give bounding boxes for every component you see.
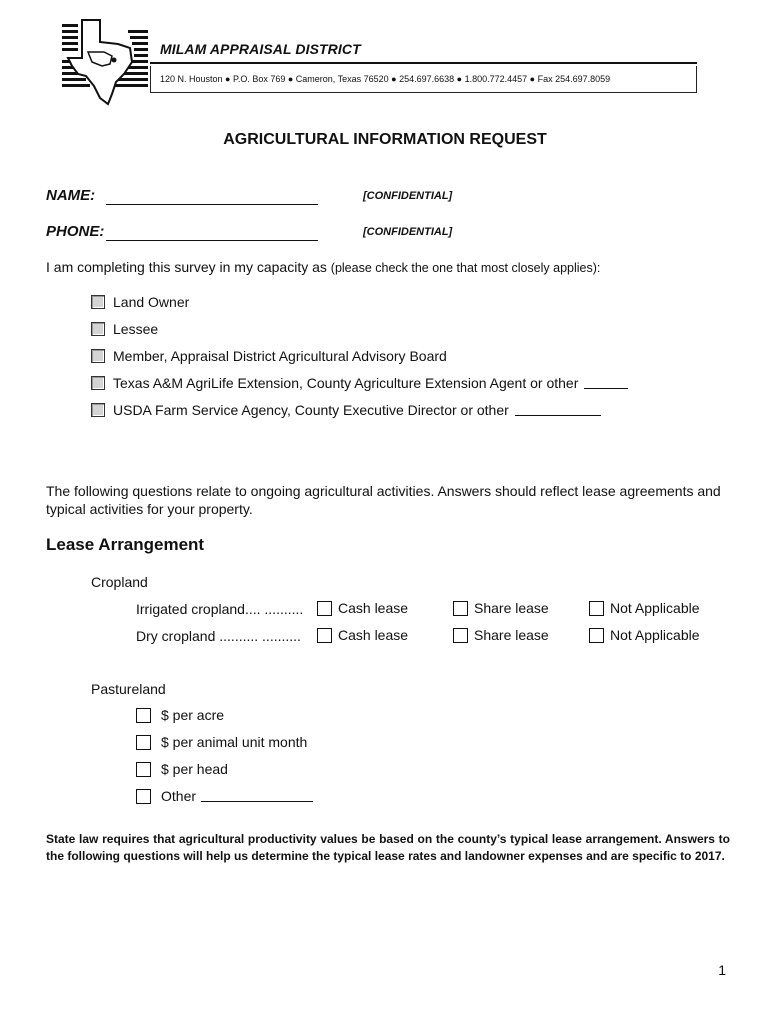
pasture-other-field[interactable]: [201, 790, 313, 802]
dry-cropland-label: Dry cropland .......... ..........: [136, 628, 301, 644]
capacity-option-agrilife[interactable]: [91, 374, 628, 392]
state-law-note: State law requires that agricultural productivity values be based on the county’s typical lease arrangement. Answers to the following questions will help us determine the typical lease rates and landowner expenses and are specific to 2017.: [46, 832, 730, 863]
capacity-option-label: Lessee: [113, 321, 159, 337]
address-line: 120 N. Houston ● P.O. Box 769 ● Cameron, Texas 76520 ● 254.697.6638 ● 1.800.772.4457 ● Fax 254.697.8059: [150, 66, 697, 93]
option-label: $ per animal unit month: [161, 734, 308, 750]
capacity-option-label: Member, Appraisal District Agricultural Advisory Board: [113, 348, 447, 364]
header-rule: [150, 62, 697, 64]
irrigated-share-lease-option[interactable]: [453, 600, 549, 616]
phone-field[interactable]: [106, 240, 318, 241]
pasture-per-head-option[interactable]: [136, 761, 228, 777]
option-label: Share lease: [474, 627, 549, 643]
pasture-per-aum-option[interactable]: [136, 734, 307, 750]
capacity-option-label: Texas A&M AgriLife Extension, County Agriculture Extension Agent or other: [113, 375, 579, 391]
pasture-other-option[interactable]: [136, 788, 313, 804]
district-name: MILAM APPRAISAL DISTRICT: [160, 41, 361, 57]
page-number: 1: [718, 962, 726, 978]
checkbox[interactable]: [453, 628, 468, 643]
pastureland-label: Pastureland: [91, 681, 166, 697]
phone-confidential-note: [CONFIDENTIAL]: [363, 226, 453, 238]
option-label: Not Applicable: [610, 627, 700, 643]
option-label: $ per acre: [161, 707, 225, 723]
pasture-per-acre-option[interactable]: [136, 707, 224, 723]
dry-not-applicable-option[interactable]: [589, 627, 700, 643]
capacity-option-label: USDA Farm Service Agency, County Executive Director or other: [113, 402, 509, 418]
option-label: Other: [161, 788, 197, 804]
option-label: $ per head: [161, 761, 228, 777]
checkbox[interactable]: [91, 295, 105, 309]
checkbox[interactable]: [91, 403, 105, 417]
capacity-option-usda[interactable]: [91, 401, 601, 419]
checkbox[interactable]: [91, 349, 105, 363]
irrigated-cropland-label: Irrigated cropland.... ..........: [136, 601, 304, 617]
dry-cash-lease-option[interactable]: [317, 627, 408, 643]
checkbox[interactable]: [136, 708, 151, 723]
agrilife-other-field[interactable]: [584, 377, 628, 389]
usda-other-field[interactable]: [515, 404, 601, 416]
capacity-option-advisory-board[interactable]: [91, 347, 447, 365]
checkbox[interactable]: [317, 628, 332, 643]
option-label: Cash lease: [338, 627, 409, 643]
capacity-option-lessee[interactable]: [91, 320, 158, 338]
capacity-option-label: Land Owner: [113, 294, 190, 310]
name-field[interactable]: [106, 204, 318, 205]
name-label: NAME:: [46, 187, 96, 204]
option-label: Share lease: [474, 600, 549, 616]
checkbox[interactable]: [136, 789, 151, 804]
irrigated-not-applicable-option[interactable]: [589, 600, 700, 616]
capacity-intro-note: (please check the one that most closely applies):: [330, 261, 601, 275]
capacity-intro-main: I am completing this survey in my capacity as: [46, 259, 331, 275]
irrigated-cash-lease-option[interactable]: [317, 600, 408, 616]
texas-map-logo-icon: [58, 18, 150, 106]
form-title: AGRICULTURAL INFORMATION REQUEST: [223, 131, 547, 148]
dry-share-lease-option[interactable]: [453, 627, 549, 643]
checkbox[interactable]: [589, 628, 604, 643]
checkbox[interactable]: [317, 601, 332, 616]
instructions-paragraph: The following questions relate to ongoing agricultural activities. Answers should reflect lease agreements and typical activities for your property.: [46, 483, 721, 517]
checkbox[interactable]: [91, 322, 105, 336]
option-label: Not Applicable: [610, 600, 700, 616]
capacity-intro: [46, 259, 600, 275]
checkbox[interactable]: [453, 601, 468, 616]
capacity-option-land-owner[interactable]: [91, 293, 189, 311]
checkbox[interactable]: [136, 735, 151, 750]
lease-arrangement-heading: Lease Arrangement: [46, 535, 205, 554]
cropland-label: Cropland: [91, 574, 148, 590]
checkbox[interactable]: [136, 762, 151, 777]
phone-label: PHONE:: [46, 223, 105, 240]
checkbox[interactable]: [91, 376, 105, 390]
checkbox[interactable]: [589, 601, 604, 616]
name-confidential-note: [CONFIDENTIAL]: [363, 190, 453, 202]
option-label: Cash lease: [338, 600, 409, 616]
